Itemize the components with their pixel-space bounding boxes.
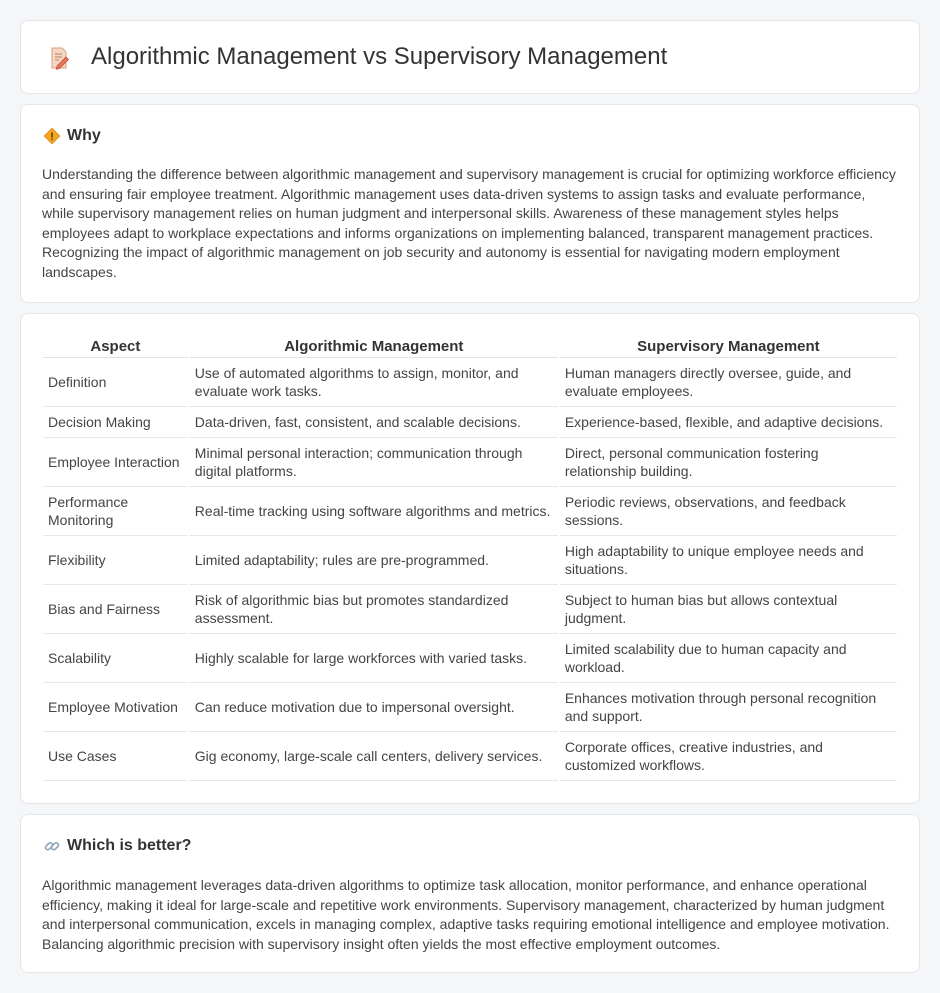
column-header-supervisory: Supervisory Management (560, 336, 897, 358)
aspect-cell: Definition (43, 358, 188, 407)
table-row (43, 487, 897, 536)
supervisory-cell: Corporate offices, creative industries, and customized workflows. (560, 732, 897, 781)
aspect-cell: Employee Motivation (43, 683, 188, 732)
table-row (43, 683, 897, 732)
algorithmic-cell: Can reduce motivation due to impersonal oversight. (190, 683, 558, 732)
comparison-section (20, 313, 920, 804)
which-is-better-section (20, 814, 920, 973)
table-row (43, 536, 897, 585)
diamond-sign-icon (43, 127, 61, 145)
column-header-algorithmic: Algorithmic Management (190, 336, 558, 358)
why-text: Understanding the difference between algorithmic management and supervisory management is crucial for optimizing workforce efficiency and ensuring fair employee treatment. Algorithmic management uses data-driven systems to assign tasks and evaluate performance, while supervisory management relies on human judgment and interpersonal skills. Awareness of these management styles helps employees adapt to workplace expectations and informs organizations on implementing balanced, transparent management practices. Recognizing the impact of algorithmic management on job security and autonomy is essential for navigating modern employment landscapes. (42, 166, 896, 280)
algorithmic-cell: Limited adaptability; rules are pre-programmed. (190, 536, 558, 585)
aspect-cell: Performance Monitoring (43, 487, 188, 536)
table-row (43, 358, 897, 407)
aspect-cell: Decision Making (43, 407, 188, 438)
algorithmic-cell: Data-driven, fast, consistent, and scalable decisions. (190, 407, 558, 438)
column-header-aspect: Aspect (43, 336, 188, 358)
table-row (43, 585, 897, 634)
link-icon (43, 837, 61, 855)
table-row (43, 732, 897, 781)
comparison-table (41, 336, 899, 781)
which-is-better-text: Algorithmic management leverages data-driven algorithms to optimize task allocation, monitor performance, and enhance operational efficiency, making it ideal for large-scale and repetitive work environments. Supervisory management, characterized by human judgment and interpersonal communication, excels in managing complex, adaptive tasks requiring emotional intelligence and employee motivation. Balancing algorithmic precision with supervisory insight often yields the most effective employment outcomes. (42, 877, 890, 952)
algorithmic-cell: Gig economy, large-scale call centers, delivery services. (190, 732, 558, 781)
supervisory-cell: High adaptability to unique employee needs and situations. (560, 536, 897, 585)
algorithmic-cell: Real-time tracking using software algorithms and metrics. (190, 487, 558, 536)
aspect-cell: Employee Interaction (43, 438, 188, 487)
supervisory-cell: Subject to human bias but allows contextual judgment. (560, 585, 897, 634)
aspect-cell: Flexibility (43, 536, 188, 585)
supervisory-cell: Enhances motivation through personal recognition and support. (560, 683, 897, 732)
algorithmic-cell: Minimal personal interaction; communication through digital platforms. (190, 438, 558, 487)
header-card (20, 20, 920, 94)
aspect-cell: Scalability (43, 634, 188, 683)
which-is-better-heading: Which is better? (67, 837, 192, 854)
why-heading: Why (67, 127, 101, 144)
aspect-cell: Bias and Fairness (43, 585, 188, 634)
supervisory-cell: Experience-based, flexible, and adaptive decisions. (560, 407, 897, 438)
algorithmic-cell: Use of automated algorithms to assign, monitor, and evaluate work tasks. (190, 358, 558, 407)
algorithmic-cell: Highly scalable for large workforces with varied tasks. (190, 634, 558, 683)
table-row (43, 634, 897, 683)
document-pencil-icon (47, 46, 71, 70)
supervisory-cell: Human managers directly oversee, guide, and evaluate employees. (560, 358, 897, 407)
supervisory-cell: Direct, personal communication fostering relationship building. (560, 438, 897, 487)
table-row (43, 438, 897, 487)
algorithmic-cell: Risk of algorithmic bias but promotes standardized assessment. (190, 585, 558, 634)
supervisory-cell: Limited scalability due to human capacity and workload. (560, 634, 897, 683)
table-row (43, 407, 897, 438)
aspect-cell: Use Cases (43, 732, 188, 781)
page-title: Algorithmic Management vs Supervisory Management (91, 43, 668, 70)
supervisory-cell: Periodic reviews, observations, and feedback sessions. (560, 487, 897, 536)
table-header-row (43, 336, 897, 358)
why-section (20, 104, 920, 303)
